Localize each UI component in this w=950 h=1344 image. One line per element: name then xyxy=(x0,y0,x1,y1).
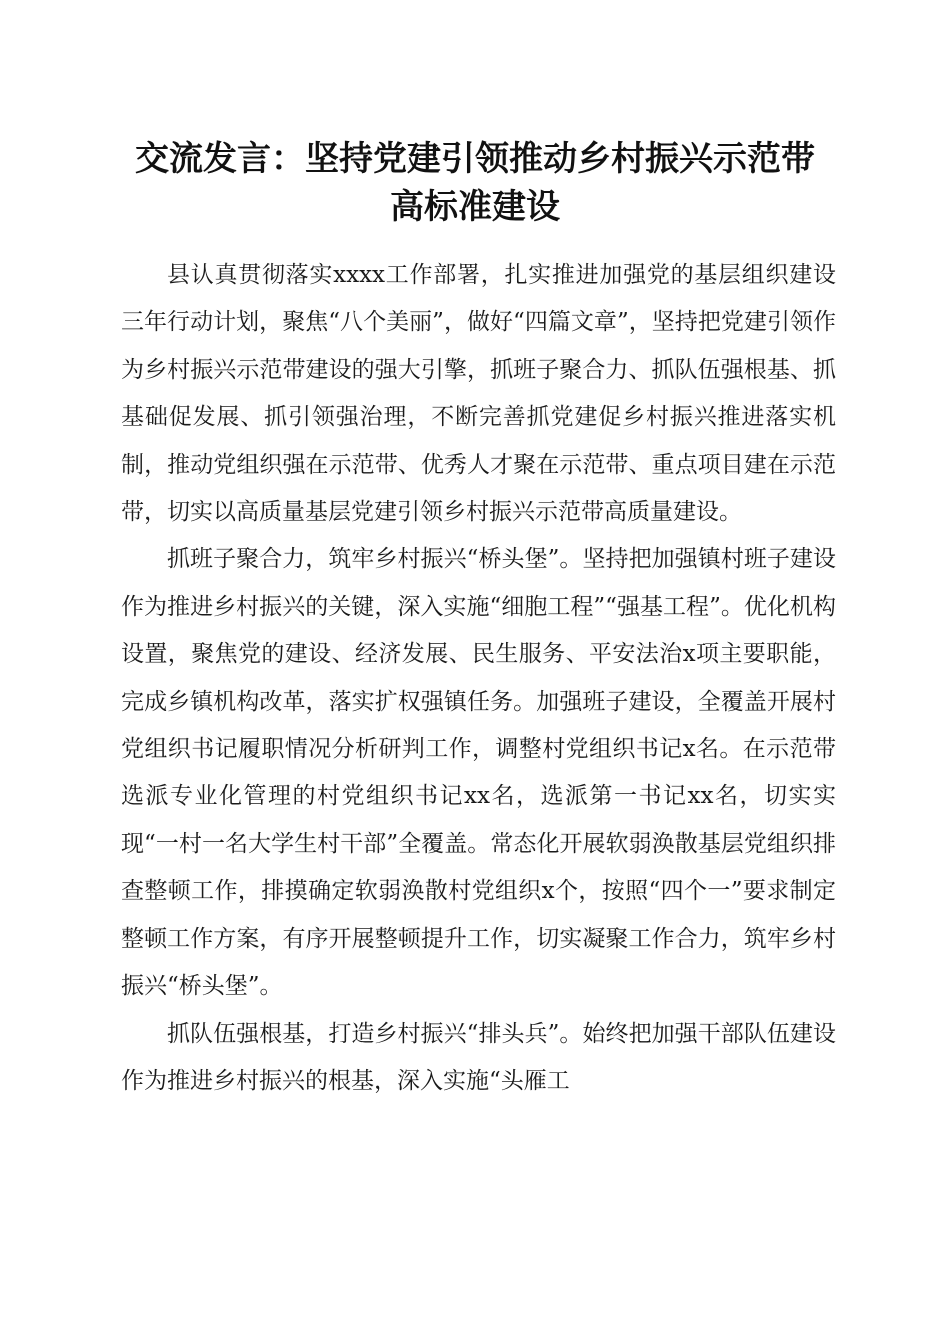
document-title xyxy=(100,135,850,231)
title-line-1: 交流发言：坚持党建引领推动乡村振兴示范带 xyxy=(135,139,815,179)
paragraph-intro: 县认真贯彻落实xxxx工作部署，扎实推进加强党的基层组织建设三年行动计划，聚焦“八个美丽”，做好“四篇文章”，坚持把党建引领作为乡村振兴示范带建设的强大引擎，抓班子聚合力、抓队伍强根基、抓基础促发展、抓引领强治理，不断完善抓党建促乡村振兴推进落实机制，推动党组织强在示范带、优秀人才聚在示范带、重点项目建在示范带，切实以高质量基层党建引领乡村振兴示范带高质量建设。 xyxy=(121,262,836,526)
paragraph-cadre-team: 抓队伍强根基，打造乡村振兴“排头兵”。始终把加强干部队伍建设作为推进乡村振兴的根基，深入实施“头雁工 xyxy=(121,1020,836,1094)
document-body xyxy=(121,252,836,1105)
paragraph-team-building: 抓班子聚合力，筑牢乡村振兴“桥头堡”。坚持把加强镇村班子建设作为推进乡村振兴的关键，深入实施“细胞工程”“强基工程”。优化机构设置，聚焦党的建设、经济发展、民生服务、平安法治x项主要职能，完成乡镇机构改革，落实扩权强镇任务。加强班子建设，全覆盖开展村党组织书记履职情况分析研判工作，调整村党组织书记x名。在示范带选派专业化管理的村党组织书记xx名，选派第一书记xx名，切实实现“一村一名大学生村干部”全覆盖。常态化开展软弱涣散基层党组织排查整顿工作，排摸确定软弱涣散村党组织x个，按照“四个一”要求制定整顿工作方案，有序开展整顿提升工作，切实凝聚工作合力，筑牢乡村振兴“桥头堡”。 xyxy=(121,546,836,1000)
title-line-2: 高标准建设 xyxy=(390,187,560,227)
